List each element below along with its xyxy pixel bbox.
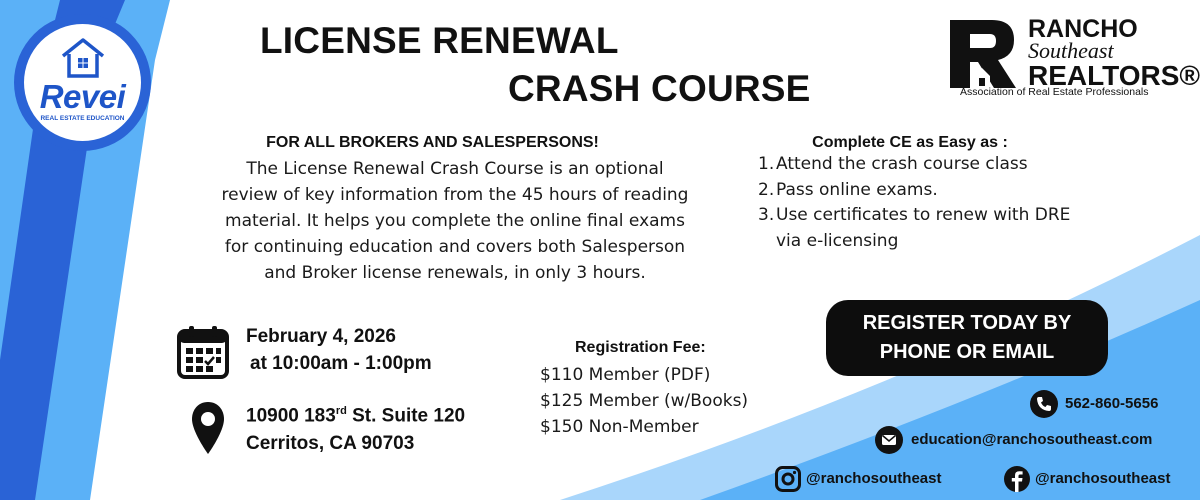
ce-steps-heading: Complete CE as Easy as :	[812, 134, 1008, 151]
list-item: 2. Pass online exams.	[758, 179, 938, 200]
phone-number[interactable]: 562-860-5656	[1065, 395, 1159, 412]
house-icon	[59, 36, 107, 80]
fee-list	[540, 362, 748, 440]
register-button[interactable]	[826, 300, 1108, 376]
phone-icon	[1030, 390, 1058, 418]
facebook-icon	[1004, 466, 1030, 492]
rancho-word-1: RANCHO	[1028, 15, 1138, 43]
instagram-icon	[775, 466, 801, 492]
event-date: February 4, 2026	[246, 326, 396, 347]
list-item: $150 Non-Member	[540, 417, 699, 437]
event-address-line-2: Cerritos, CA 90703	[246, 433, 415, 454]
event-address-line-1: 10900 183rd St. Suite 120	[246, 405, 466, 427]
location-pin-icon	[190, 400, 226, 456]
ce-steps-list	[758, 152, 1158, 254]
description-line: The License Renewal Crash Course is an optional	[246, 159, 664, 179]
rancho-word-2: Southeast	[1028, 38, 1114, 63]
list-item: $125 Member (w/Books)	[540, 391, 749, 411]
register-line-2: PHONE OR EMAIL	[879, 341, 1055, 363]
instagram-handle[interactable]: @ranchosoutheast	[806, 470, 942, 487]
fee-heading: Registration Fee:	[575, 339, 706, 356]
description-line: review of key information from the 45 hours of reading	[221, 185, 689, 205]
list-item: via e-licensing	[776, 230, 899, 251]
facebook-handle[interactable]: @ranchosoutheast	[1035, 470, 1171, 487]
course-description	[160, 156, 750, 286]
description-line: for continuing education and covers both Salesperson	[224, 237, 686, 257]
event-time: at 10:00am - 1:00pm	[250, 353, 432, 374]
rancho-tagline: Association of Real Estate Professionals	[960, 86, 1149, 98]
revei-subtitle: REAL ESTATE EDUCATION	[40, 115, 125, 122]
page-title-line-1: LICENSE RENEWAL	[260, 20, 619, 61]
list-item: 3. Use certificates to renew with DRE	[758, 205, 1071, 225]
revei-name: Revei	[39, 78, 126, 115]
rancho-southeast-logo	[944, 14, 1200, 104]
register-line-1: REGISTER TODAY BY	[862, 312, 1072, 334]
list-item: $110 Member (PDF)	[540, 365, 711, 385]
calendar-icon	[176, 324, 230, 380]
list-item: 1. Attend the crash course class	[758, 154, 1028, 174]
email-address[interactable]: education@ranchosoutheast.com	[911, 431, 1153, 448]
email-icon	[875, 426, 903, 454]
revei-logo	[14, 14, 151, 151]
audience-heading: FOR ALL BROKERS AND SALESPERSONS!	[266, 134, 599, 151]
rancho-r-logo-icon	[948, 18, 1020, 90]
page-title-line-2: CRASH COURSE	[508, 68, 811, 109]
rancho-word-3: REALTORS®	[1028, 60, 1200, 91]
description-line: and Broker license renewals, in only 3 hours.	[264, 263, 646, 283]
description-line: material. It helps you complete the online final exams	[225, 211, 685, 231]
